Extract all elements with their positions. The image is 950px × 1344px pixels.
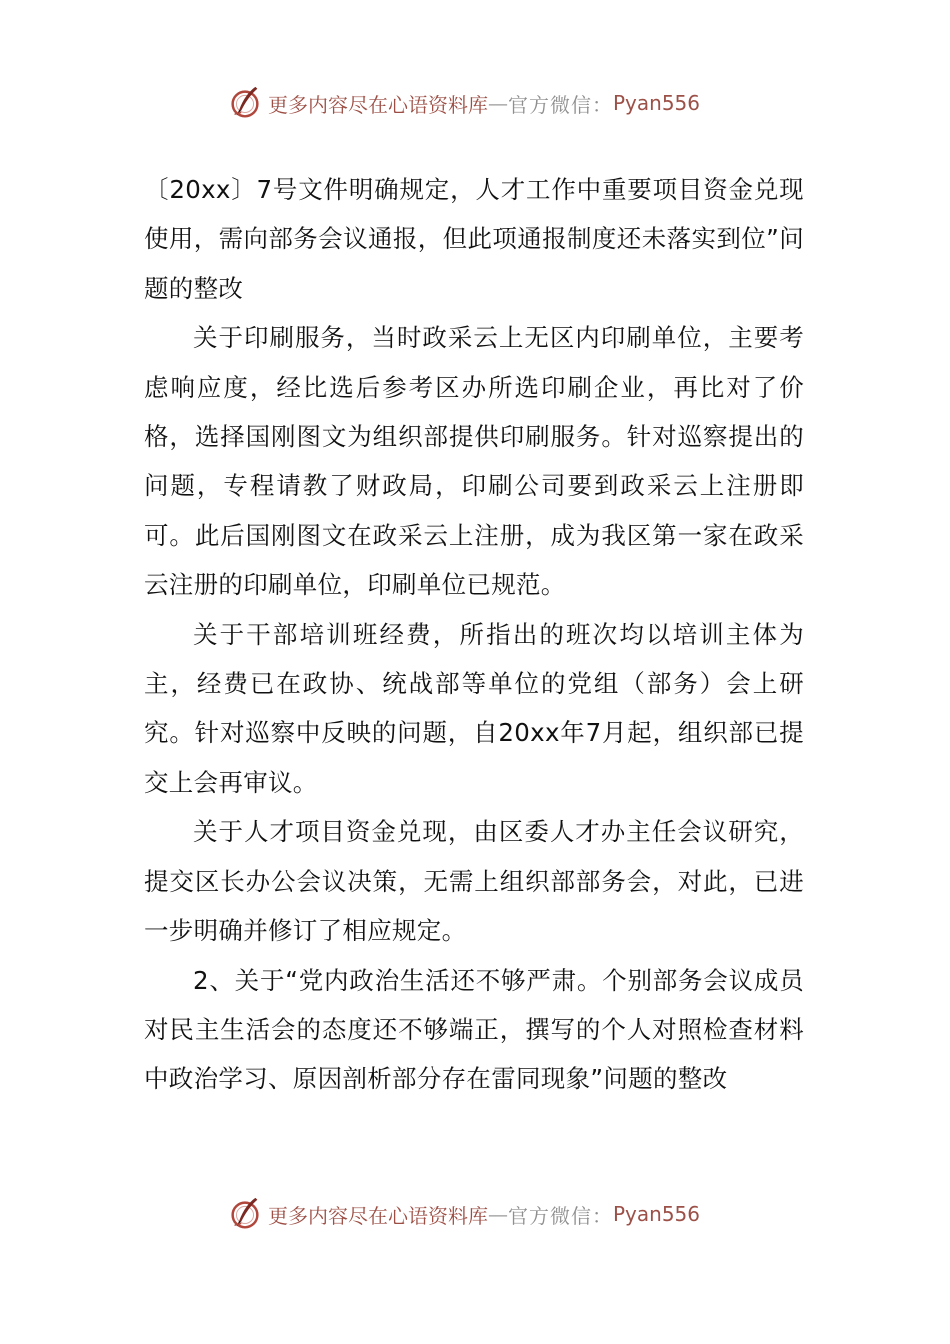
watermark-wechat-label: 官方微信： (508, 92, 613, 117)
footer-watermark (226, 1194, 700, 1234)
paragraph-continuation: 〔20xx〕7号文件明确规定，人才工作中重要项目资金兑现使用，需向部务会议通报，但此项通报制度还未落实到位”问题的整改 (144, 175, 804, 303)
watermark-site-text: 更多内容尽在心语资料库 (268, 92, 488, 117)
watermark-separator: — (488, 1202, 508, 1226)
quill-pen-logo-icon (226, 1195, 264, 1233)
paragraph-printing-service: 关于印刷服务，当时政采云上无区内印刷单位，主要考虑响应度，经比选后参考区办所选印刷企业，再比对了价格，选择国刚图文为组织部提供印刷服务。针对巡察提出的问题，专程请教了财政局，印刷公司要到政采云上注册即可。此后国刚图文在政采云上注册，成为我区第一家在政采云注册的印刷单位，印刷单位已规范。 (144, 323, 804, 600)
watermark-site-text: 更多内容尽在心语资料库 (268, 1203, 488, 1228)
header-watermark (226, 83, 700, 123)
watermark-separator: — (488, 91, 508, 115)
paragraph-section-2: 2、关于“党内政治生活还不够严肃。个别部务会议成员对民主生活会的态度还不够端正，撰写的个人对照检查材料中政治学习、原因剖析部分存在雷同现象”问题的整改 (144, 965, 804, 1094)
watermark-wechat-label: 官方微信： (508, 1203, 613, 1228)
watermark-wechat-id: Pyan556 (613, 91, 701, 115)
watermark-wechat-id: Pyan556 (613, 1202, 701, 1226)
quill-pen-logo-icon (226, 84, 264, 122)
document-body (144, 165, 804, 1104)
paragraph-talent-funds: 关于人才项目资金兑现，由区委人才办主任会议研究，提交区长办公会议决策，无需上组织部部务会，对此，已进一步明确并修订了相应规定。 (144, 817, 804, 946)
paragraph-training-funds: 关于干部培训班经费，所指出的班次均以培训主体为主，经费已在政协、统战部等单位的党组（部务）会上研究。针对巡察中反映的问题，自20xx年7月起，组织部已提交上会再审议。 (144, 619, 804, 797)
